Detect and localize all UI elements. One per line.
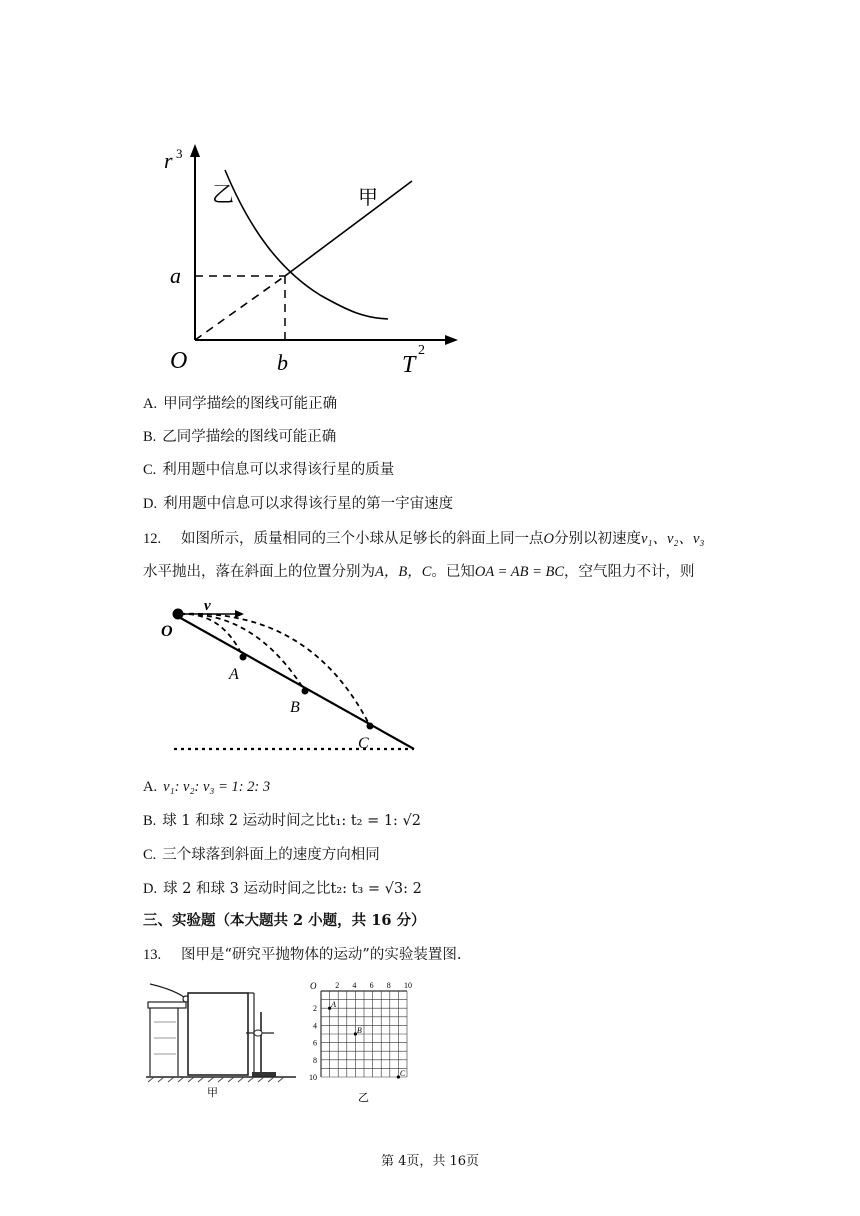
- grid-y-tick: 4: [313, 1021, 317, 1031]
- grid-y-tick: 6: [313, 1038, 317, 1048]
- q13-number: 13.: [143, 947, 162, 963]
- grid-point-label: A: [331, 1000, 336, 1010]
- grid-figure: [308, 978, 418, 1106]
- fig-jia-caption: 甲: [207, 1086, 218, 1099]
- grid-origin: O: [310, 981, 317, 991]
- line-jia-label: 甲: [358, 185, 378, 209]
- q11-option-b: B. 乙同学描绘的图线可能正确: [143, 429, 337, 445]
- grid-x-tick: 4: [352, 981, 357, 990]
- grid-y-tick: 2: [313, 1004, 317, 1014]
- q12-option-b: B. 球 1 和球 2 运动时间之比t₁: t₂ = 1: √2: [143, 813, 422, 829]
- curve-yi-label: 乙: [212, 183, 235, 208]
- grid-points: [328, 1000, 406, 1078]
- incline: [177, 616, 414, 749]
- q12-option-a: A. v₁: v₂: v₃ = 1: 2: 3: [143, 779, 271, 795]
- q12-stem-line1: 12. 如图所示，质量相同的三个小球从足够长的斜面上同一点O分别以初速度v₁、v₂、v₃: [143, 531, 705, 547]
- r3-t2-graph: [150, 140, 470, 380]
- q11-option-d: D. 利用题中信息可以求得该行星的第一宇宙速度: [143, 496, 454, 512]
- page-footer: 第 4页，共 16页: [380, 1154, 480, 1169]
- grid-x-tick: 10: [404, 981, 412, 990]
- grid-x-tick: 8: [386, 981, 391, 990]
- stand-base: [252, 1072, 276, 1077]
- board: [188, 993, 248, 1075]
- line-jia-solid: [285, 181, 412, 276]
- label-v: v: [204, 598, 211, 614]
- grid-x-tick: 6: [369, 981, 374, 990]
- x-axis-label: T: [402, 352, 416, 378]
- point-b: [302, 688, 309, 695]
- tick-b: b: [277, 350, 288, 375]
- y-axis-label: r: [164, 148, 173, 173]
- fig-yi-caption: 乙: [358, 1091, 369, 1104]
- q12-option-d: D. 球 2 和球 3 运动时间之比t₂: t₃ = √3: 2: [143, 881, 422, 897]
- y-axis-arrow: [190, 144, 200, 157]
- line-jia-dashed: [195, 276, 285, 340]
- tick-a: a: [170, 263, 181, 288]
- section-experiment-heading: 三、实验题（本大题共 2 小题，共 16 分）: [143, 912, 426, 929]
- q13-stem: 13. 图甲是“研究平抛物体的运动”的实验装置图.: [143, 947, 462, 963]
- velocity-arrowhead: [235, 610, 244, 618]
- label-c: C: [358, 735, 369, 752]
- label-b: B: [290, 699, 300, 716]
- table-top: [148, 1002, 186, 1008]
- grid-x-tick: 2: [335, 981, 340, 990]
- grid-y-tick: 8: [313, 1055, 317, 1065]
- origin-label: O: [170, 348, 188, 374]
- q12-option-c: C. 三个球落到斜面上的速度方向相同: [143, 847, 380, 863]
- q12-number: 12.: [143, 531, 162, 547]
- grid-y-tick: 10: [309, 1073, 317, 1082]
- q11-option-c: C. 利用题中信息可以求得该行星的质量: [143, 462, 395, 478]
- label-a: A: [229, 666, 239, 683]
- y-axis-exp: 3: [176, 146, 183, 161]
- incline-figure: [160, 598, 430, 758]
- q12-stem-line2: 水平抛出，落在斜面上的位置分别为A，B，C。已知OA = AB = BC，空气阻力不计，则: [143, 564, 695, 580]
- label-o: O: [161, 623, 173, 640]
- x-axis-arrow: [445, 335, 458, 345]
- x-axis-exp: 2: [418, 343, 425, 358]
- point-a: [240, 654, 247, 661]
- apparatus-figure: [146, 978, 296, 1100]
- point-c: [367, 723, 374, 730]
- grid-point-label: B: [356, 1026, 362, 1035]
- q11-option-a: A. 甲同学描绘的图线可能正确: [143, 396, 338, 412]
- grid-point-label: C: [399, 1069, 406, 1078]
